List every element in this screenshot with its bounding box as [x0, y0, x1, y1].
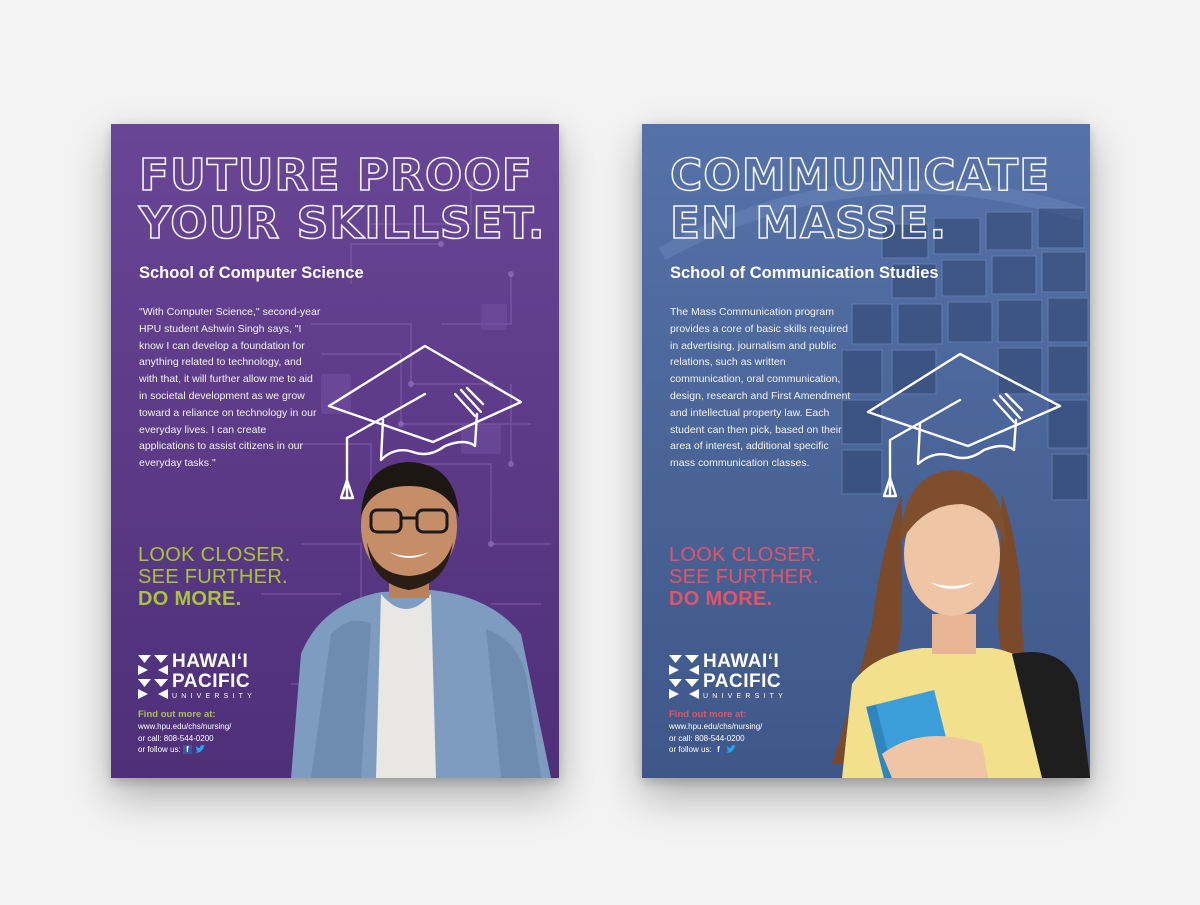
poster-communication-studies [642, 124, 1090, 778]
headline-line-2: YOUR SKILLSET. [139, 198, 546, 249]
school-name: School of Computer Science [139, 264, 364, 282]
contact-phone: or call: 808-544-0200 [669, 733, 745, 743]
twitter-icon [195, 745, 205, 754]
school-name: School of Communication Studies [670, 264, 939, 282]
headline [139, 152, 546, 248]
tagline-line-1: LOOK CLOSER. [669, 544, 822, 566]
headline-line-2: EN MASSE. [670, 198, 948, 249]
graduation-cap-sketch [864, 350, 1064, 510]
logo-university: UNIVERSITY [703, 693, 788, 700]
logo-pacific: PACIFIC [172, 671, 251, 692]
contact-info [138, 708, 231, 756]
headline [670, 152, 1050, 248]
logo-hawaii: HAWAI‘I [172, 651, 249, 672]
find-out-more: Find out more at: [138, 709, 216, 720]
headline-line-1: COMMUNICATE [670, 150, 1051, 201]
hpu-logo-icon [669, 655, 699, 699]
headline-line-1: FUTURE PROOF [139, 150, 533, 201]
tagline-line-1: LOOK CLOSER. [138, 544, 291, 566]
contact-url: www.hpu.edu/chs/nursing/ [669, 722, 763, 731]
body-description: The Mass Communication program provides a core of basic skills required in advertising, journalism and public relations, such as written communication, oral communication, design, research and First Amendment and intellectual property law. Each student can then pick, based on their area of interest, additional specific mass communication classes. [670, 306, 851, 470]
hpu-logo [669, 652, 787, 702]
tagline-line-3: DO MORE. [669, 588, 773, 610]
contact-phone: or call: 808-544-0200 [138, 733, 214, 743]
facebook-icon: f [714, 745, 723, 754]
contact-follow: or follow us: [138, 745, 181, 754]
hpu-logo [138, 652, 256, 702]
facebook-icon: f [183, 745, 192, 754]
twitter-icon [726, 745, 736, 754]
tagline-line-2: SEE FURTHER. [669, 566, 819, 588]
hpu-logo-icon [138, 655, 168, 699]
body-quote: "With Computer Science," second-year HPU student Ashwin Singh says, "I know I can develop a foundation for anything related to technology, and with that, it will further allow me to aid in societal development as we grow toward a reliance on technology in our everyday lives. I can create applications to assist citizens in our everyday tasks." [139, 306, 321, 470]
contact-url: www.hpu.edu/chs/nursing/ [138, 722, 232, 731]
logo-pacific: PACIFIC [703, 671, 782, 692]
contact-info [669, 708, 762, 756]
logo-university: UNIVERSITY [172, 693, 257, 700]
graduation-cap-sketch [325, 342, 525, 512]
tagline-line-3: DO MORE. [138, 588, 242, 610]
poster-computer-science [111, 124, 559, 778]
tagline [669, 544, 822, 610]
tagline-line-2: SEE FURTHER. [138, 566, 288, 588]
contact-follow: or follow us: [669, 745, 712, 754]
logo-hawaii: HAWAI‘I [703, 651, 780, 672]
find-out-more: Find out more at: [669, 709, 747, 720]
tagline [138, 544, 291, 610]
